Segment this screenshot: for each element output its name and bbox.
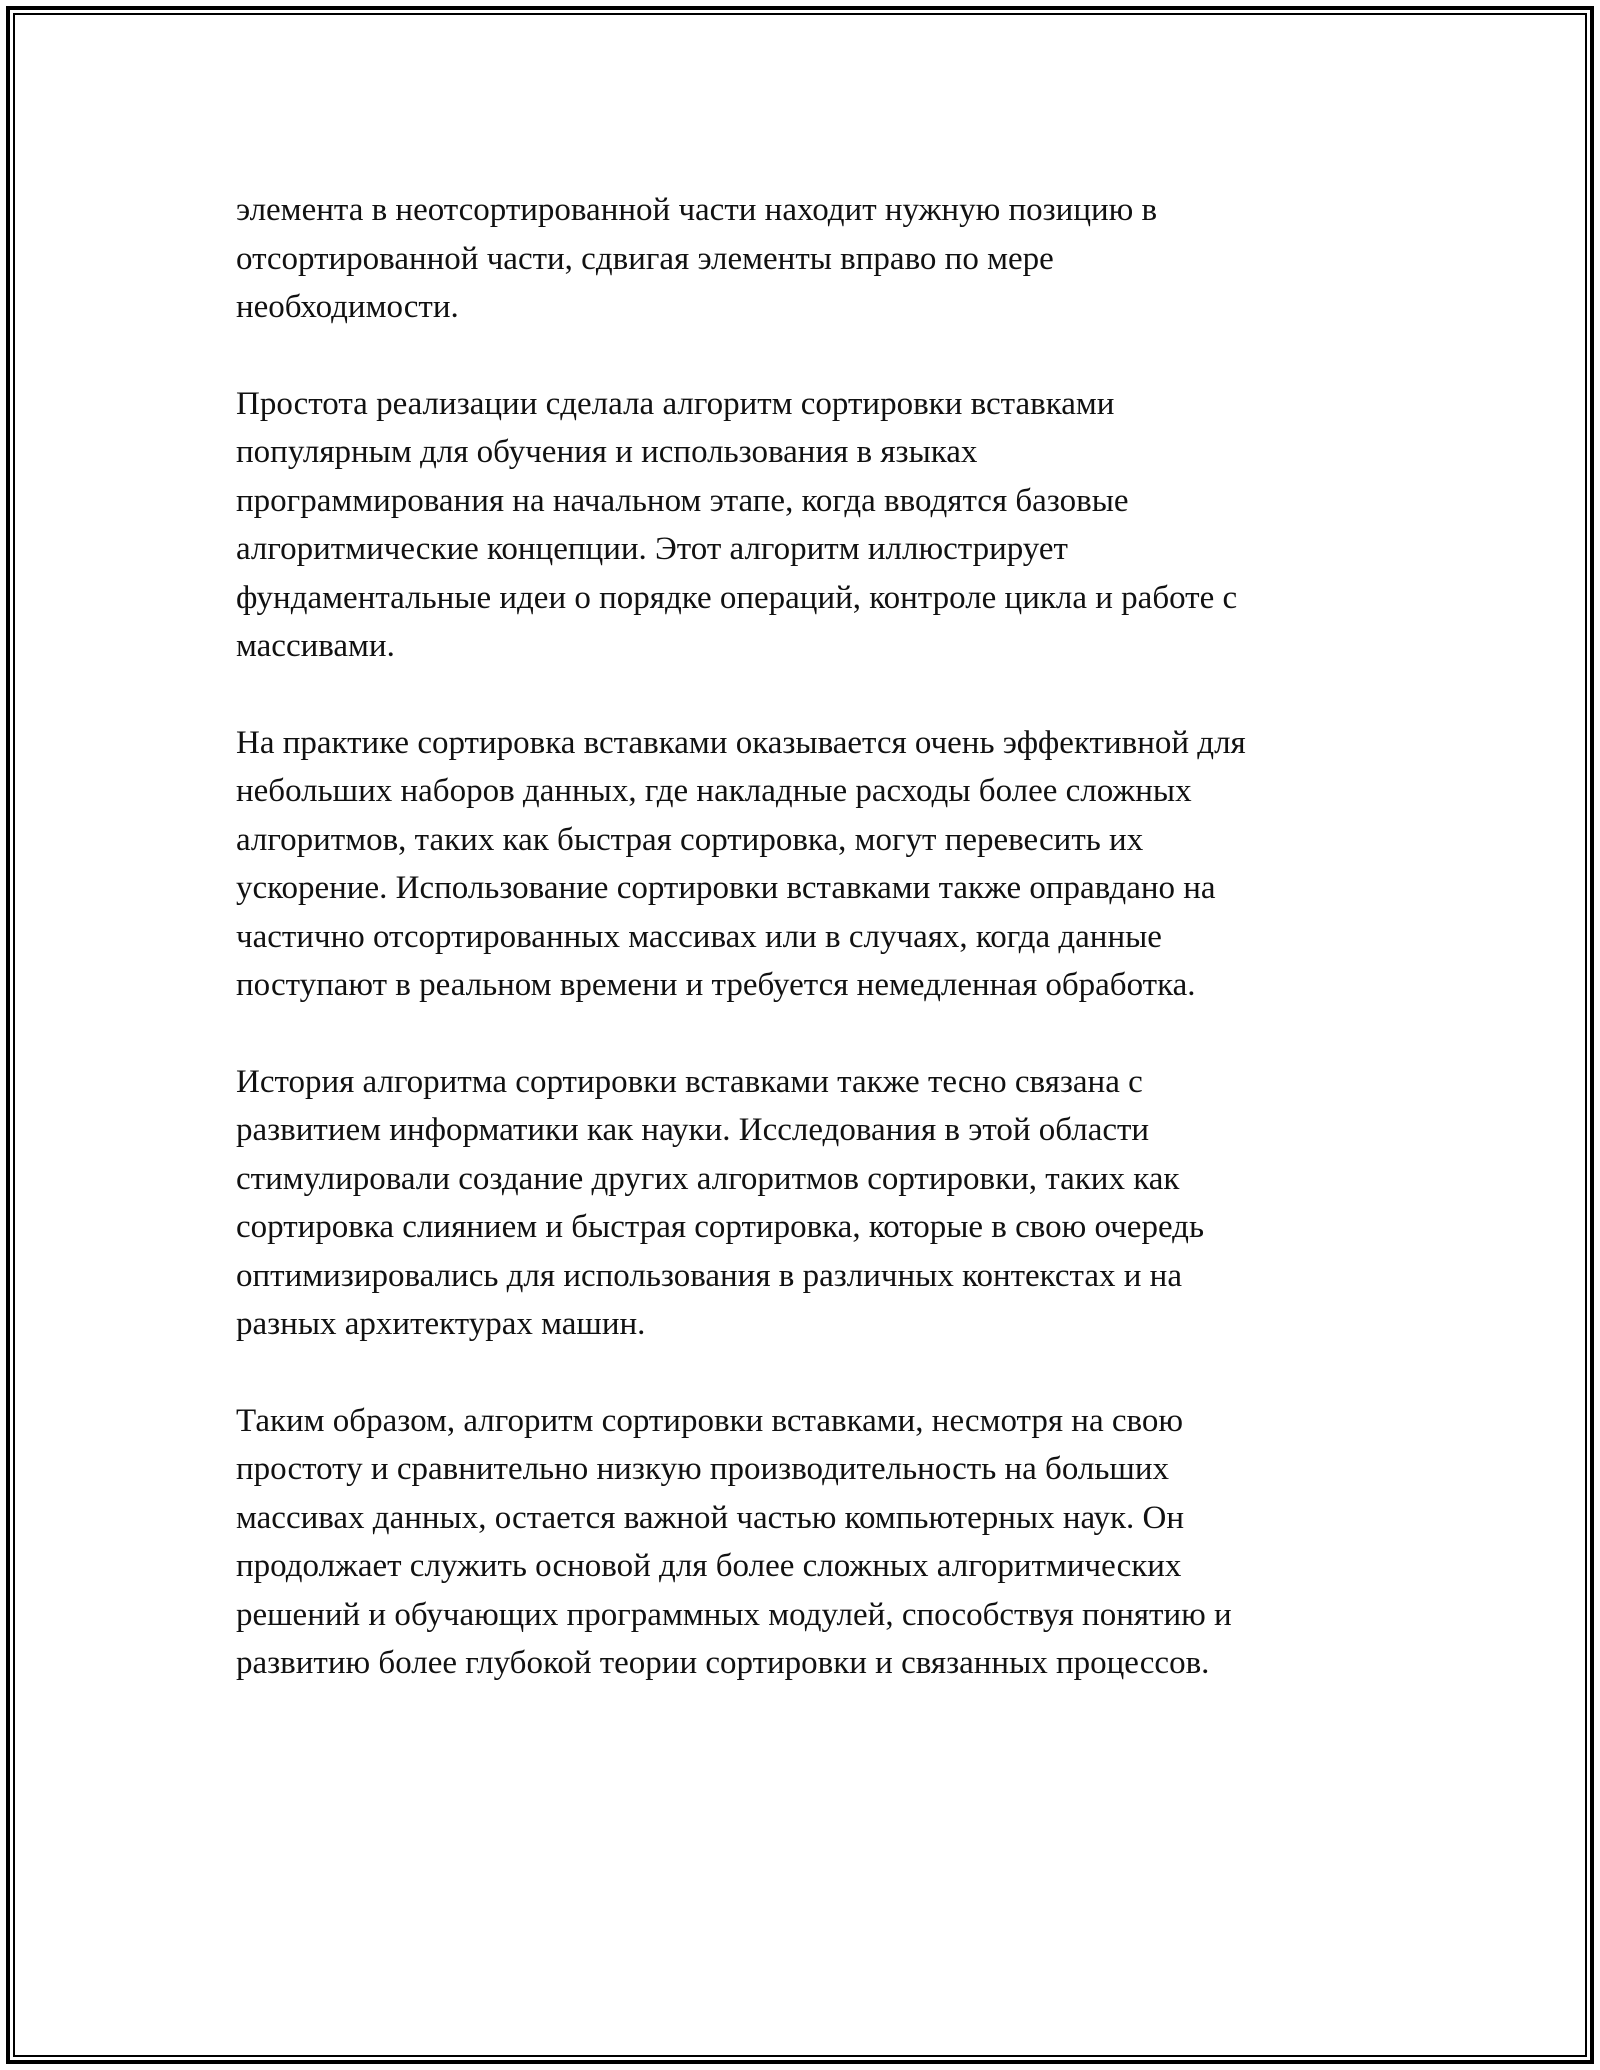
- text-line: массивах данных, остается важной частью компьютерных наук. Он: [236, 1499, 1184, 1536]
- text-line: алгоритмические концепции. Этот алгоритм иллюстрирует: [236, 531, 1068, 567]
- text-line: развитию более глубокой теории сортировки и связанных процессов.: [236, 1645, 1210, 1681]
- text-line: История алгоритма сортировки вставками также тесно связана с: [236, 1063, 1143, 1100]
- text-line: стимулировали создание других алгоритмов сортировки, таких как: [236, 1160, 1180, 1197]
- paragraph: [236, 1397, 1386, 1688]
- text-line: элемента в неотсортированной части находит нужную позицию в: [236, 192, 1158, 228]
- text-line: простоту и сравнительно низкую производительность на больших: [236, 1451, 1169, 1487]
- text-line: разных архитектурах машин.: [236, 1306, 646, 1342]
- text-line: программирования на начальном этапе, когда вводятся базовые: [236, 482, 1129, 519]
- paragraph: [236, 1058, 1386, 1349]
- text-line: ускорение. Использование сортировки вставками также оправдано на: [236, 870, 1216, 906]
- text-line: отсортированной части, сдвигая элементы вправо по мере: [236, 240, 1054, 277]
- document-body: [236, 186, 1386, 1736]
- paragraph: [236, 719, 1386, 1010]
- text-line: оптимизировались для использования в различных контекстах и на: [236, 1257, 1182, 1294]
- text-line: поступают в реальном времени и требуется немедленная обработка.: [236, 967, 1196, 1003]
- text-line: частично отсортированных массивах или в случаях, когда данные: [236, 918, 1162, 955]
- text-line: развитием информатики как науки. Исследования в этой области: [236, 1112, 1150, 1148]
- text-line: сортировка слиянием и быстрая сортировка, которые в свою очередь: [236, 1209, 1204, 1245]
- text-line: На практике сортировка вставками оказывается очень эффективной для: [236, 724, 1246, 761]
- text-line: Таким образом, алгоритм сортировки вставками, несмотря на свою: [236, 1402, 1183, 1439]
- text-line: небольших наборов данных, где накладные расходы более сложных: [236, 773, 1192, 809]
- text-line: необходимости.: [236, 289, 459, 325]
- text-line: фундаментальные идеи о порядке операций, контроле цикла и работе с: [236, 579, 1238, 616]
- text-line: Простота реализации сделала алгоритм сортировки вставками: [236, 385, 1115, 422]
- text-line: массивами.: [236, 628, 395, 664]
- text-line: решений и обучающих программных модулей, способствуя понятию и: [236, 1596, 1232, 1633]
- text-line: популярным для обучения и использования в языках: [236, 434, 978, 470]
- paragraph: [236, 186, 1386, 332]
- text-line: продолжает служить основой для более сложных алгоритмических: [236, 1548, 1182, 1584]
- paragraph: [236, 380, 1386, 671]
- text-line: алгоритмов, таких как быстрая сортировка, могут перевесить их: [236, 821, 1144, 858]
